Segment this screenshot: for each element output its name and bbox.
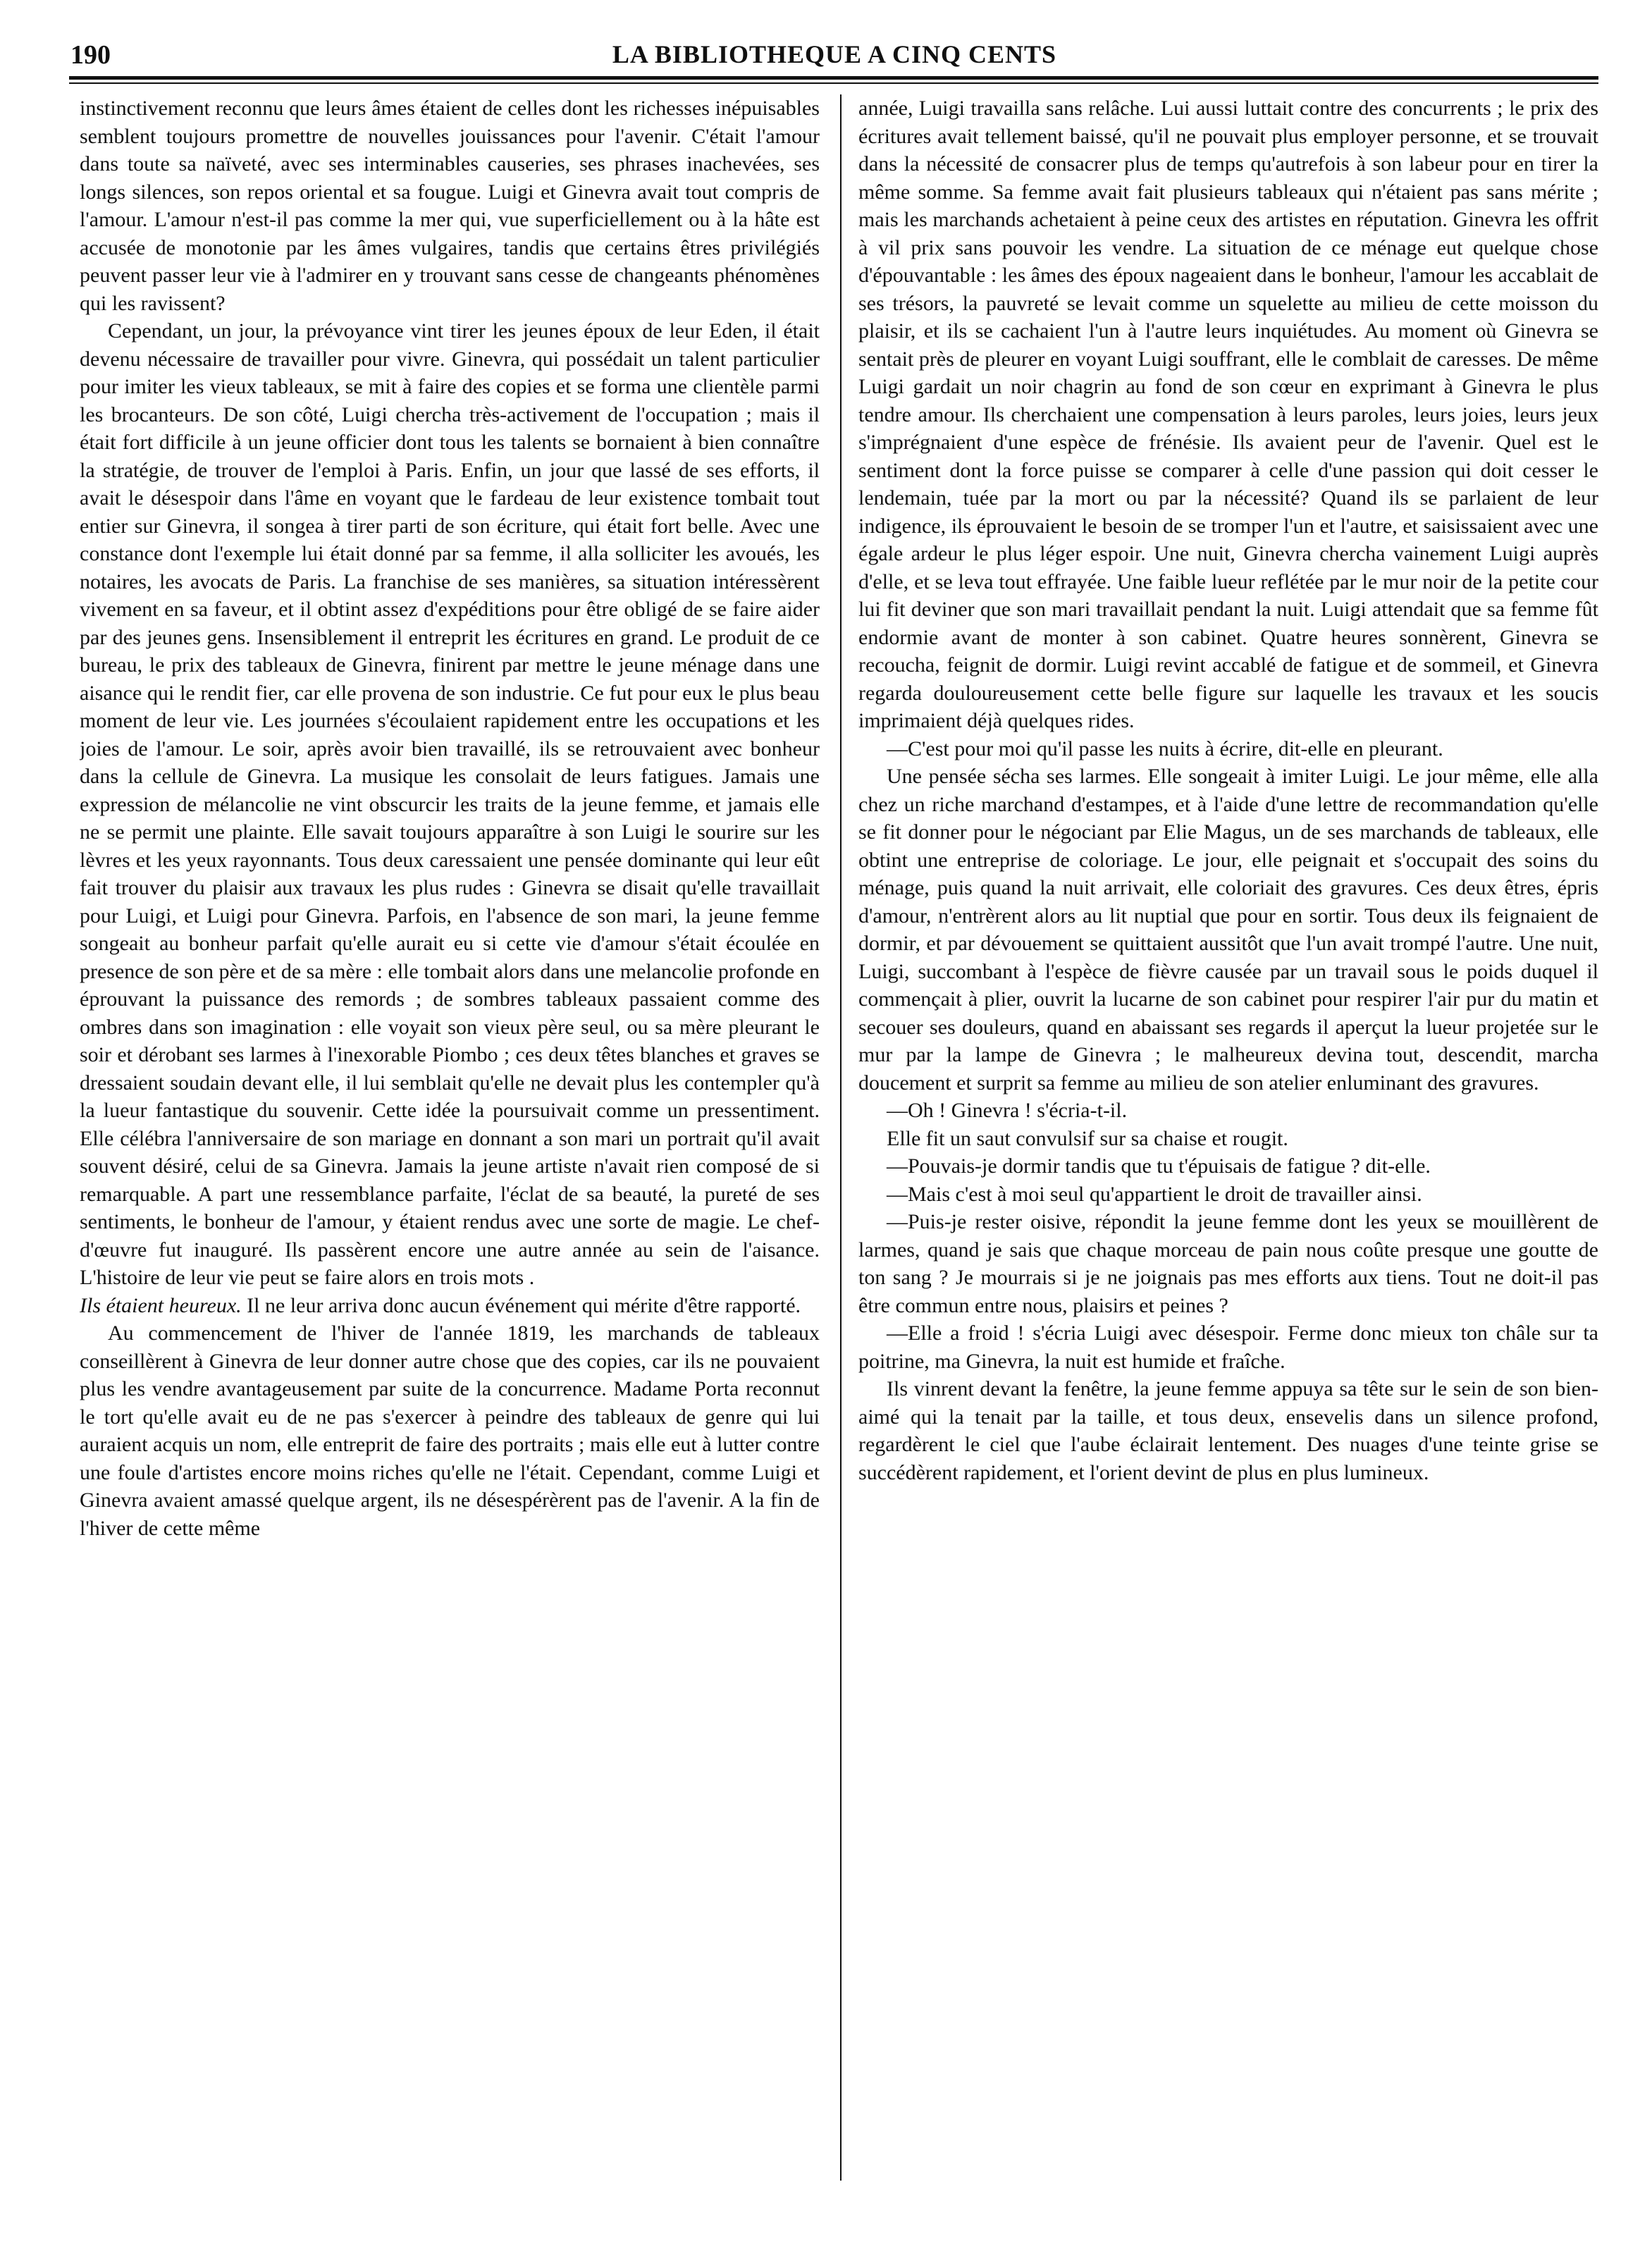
- running-title: LA BIBLIOTHEQUE A CINQ CENTS: [612, 40, 1057, 68]
- paragraph: instinctivement reconnu que leurs âmes étaient de celles dont les richesses inépuisables semblent toujours promettre de nouvelles jouissances pour l'avenir. C'était l'amour dans toute sa naïveté, avec ses interminables causeries, ses phrases inachevées, ses longs silences, son repos oriental et sa fougue. Luigi et Ginevra avait tout compris de l'amour. L'amour n'est-il pas comme la mer qui, vue superficiellement ou à la hâte est accusée de monotonie par les âmes vulgaires, tandis que certains êtres privilégiés peuvent passer leur vie à l'admirer en y trouvant sans cesse de changeants phénomènes qui les ravissent?: [80, 97, 820, 315]
- paragraph: —C'est pour moi qu'il passe les nuits à écrire, dit-elle en pleurant.: [887, 736, 1443, 760]
- paragraph-continuation: Il ne leur arriva donc aucun événement qui mérite d'être rapporté.: [247, 1293, 801, 1317]
- paragraph: —Puis-je rester oisive, répondit la jeune femme dont les yeux se mouillèrent de larmes, quand je sais que chaque morceau de pain nous coûte presque une goutte de ton sang ? Je mourrais si je ne joignais pas mes efforts aux tiens. Tout ne doit-il pas être commun entre nous, plaisirs et peines ?: [858, 1210, 1598, 1317]
- column-rule: [840, 94, 842, 2181]
- italic-phrase: Ils étaient heureux.: [80, 1293, 242, 1317]
- page-number: 190: [70, 40, 111, 70]
- page-header: [70, 37, 1598, 72]
- paragraph: —Mais c'est à moi seul qu'appartient le droit de travailler ainsi.: [887, 1182, 1422, 1206]
- paragraph: —Pouvais-je dormir tandis que tu t'épuisais de fatigue ? dit-elle.: [887, 1154, 1431, 1178]
- paragraph: Elle fit un saut convulsif sur sa chaise et rougit.: [887, 1126, 1288, 1150]
- paragraph: Cependant, un jour, la prévoyance vint tirer les jeunes époux de leur Eden, il était devenu nécessaire de travailler pour vivre. Ginevra, qui possédait un talent particulier pour imiter les vieux tableaux, se mit à faire des copies et se forma une clientèle parmi les brocanteurs. De son côté, Luigi chercha très-activement de l'occupation ; mais il était fort difficile à un jeune officier dont tous les talents se bornaient à bien connaître la stratégie, de trouver de l'emploi à Paris. Enfin, un jour que lassé de ses efforts, il avait le désespoir dans l'âme en voyant que le fardeau de leur existence tombait tout entier sur Ginevra, il songea à tirer parti de son écriture, qui était fort belle. Avec une constance dont l'exemple lui était donné par sa femme, il alla solliciter les avoués, les notaires, les avocats de Paris. La franchise de ses manières, sa situation intéressèrent vivement en sa faveur, et il obtint assez d'expéditions pour être obligé de se faire aider par des jeunes gens. Insensiblement il entreprit les écritures en grand. Le produit de ce bureau, le prix des tableaux de Ginevra, finirent par mettre le jeune ménage dans une aisance qui le rendit fier, car elle provena de son industrie. Ce fut pour eux le plus beau moment de leur vie. Les journées s'écoulaient rapidement entre les occupations et les joies de l'amour. Le soir, après avoir bien travaillé, ils se retrouvaient avec bonheur dans la cellule de Ginevra. La musique les consolait de leurs fatigues. Jamais une expression de mélancolie ne vint obscurcir les traits de la jeune femme, et jamais elle ne se permit une plainte. Elle savait toujours apparaître à son Luigi le sourire sur les lèvres et les yeux rayonnants. Tous deux caressaient une pensée dominante qui leur eût fait trouver du plaisir aux travaux les plus rudes : Ginevra se disait qu'elle travaillait pour Luigi, et Luigi pour Ginevra. Parfois, en l'absence de son mari, la jeune femme songeait au bonheur parfait qu'elle aurait eu si cette vie d'amour s'était écoulée en presence de son père et de sa mère : elle tombait alors dans une melancolie profonde en éprouvant la puissance des remords ; de sombres tableaux passaient comme des ombres dans son imagination : elle voyait son vieux père seul, ou sa mère pleurant le soir et dérobant ses larmes à l'inexorable Piombo ; ces deux têtes blanches et graves se dressaient soudain devant elle, il lui semblait qu'elle ne devait plus les contempler qu'à la lueur fantastique du souvenir. Cette idée la poursuivait comme un pressentiment. Elle célébra l'anniversaire de son mariage en donnant a son mari un portrait qu'il avait souvent désiré, celui de sa Ginevra. Jamais la jeune artiste n'avait rien composé de si remarquable. A part une ressemblance parfaite, l'éclat de sa beauté, la pureté de ses sentiments, le bonheur de l'amour, y étaient rendus avec une sorte de magie. Le chef-d'œuvre fut inauguré. Ils passèrent encore une autre année au sein de l'aisance. L'histoire de leur vie peut se faire alors en trois mots .: [80, 319, 820, 1289]
- paragraph: Ils vinrent devant la fenêtre, la jeune femme appuya sa tête sur le sein de son bien-aimé qui la tenait par la taille, et tous deux, ensevelis dans un silence profond, regardèrent le ciel que l'aube éclairait lentement. Des nuages d'une teinte grise se succédèrent rapidement, et l'orient devint de plus en plus lumineux.: [858, 1377, 1598, 1484]
- left-column: [80, 94, 820, 2195]
- header-rule: [69, 76, 1598, 80]
- paragraph: année, Luigi travailla sans relâche. Lui aussi luttait contre des concurrents ; le prix des écritures avait tellement baissé, qu'il ne pouvait plus employer personne, et se trouvait dans la nécessité de consacrer plus de temps qu'autrefois à son labeur pour en tirer la même somme. Sa femme avait fait plusieurs tableaux qui n'étaient pas sans mérite ; mais les marchands achetaient à peine ceux des artistes en réputation. Ginevra les offrit à vil prix sans pouvoir les vendre. La situation de ce ménage eut quelque chose d'épouvantable : les âmes des époux nageaient dans le bonheur, l'amour les accablait de ses trésors, la pauvreté se levait comme un squelette au milieu de cette moisson du plaisir, et ils se cachaient l'un à l'autre leurs inquiétudes. Au moment où Ginevra se sentait près de pleurer en voyant Luigi souffrant, elle le comblait de caresses. De même Luigi gardait un noir chagrin au fond de son cœur en exprimant à Ginevra le plus tendre amour. Ils cherchaient une compensation à leurs paroles, leurs joies, leurs jeux s'imprégnaient d'une espèce de frénésie. Ils avaient peur de l'avenir. Quel est le sentiment dont la force puisse se comparer à celle d'une passion qui doit cesser le lendemain, tuée par la mort ou par la nécessité? Quand ils se parlaient de leur indigence, ils éprouvaient le besoin de se tromper l'un et l'autre, et saisissaient avec une égale ardeur le plus léger espoir. Une nuit, Ginevra chercha vainement Luigi auprès d'elle, et se leva tout effrayée. Une faible lueur reflétée par le mur noir de la petite cour lui fit deviner que son mari travaillait pendant la nuit. Luigi attendait que sa femme fût endormie avant de monter à son cabinet. Quatre heures sonnèrent, Ginevra se recoucha, feignit de dormir. Luigi revint accablé de fatigue et de sommeil, et Ginevra regarda douloureusement cette belle figure sur laquelle les travaux et les soucis imprimaient déjà quelques rides.: [858, 97, 1598, 732]
- header-rule-thin: [69, 82, 1598, 84]
- paragraph: Une pensée sécha ses larmes. Elle songeait à imiter Luigi. Le jour même, elle alla chez un riche marchand d'estampes, et à l'aide d'une lettre de recommandation qu'elle se fit donner pour le négociant par Elie Magus, un de ses marchands de tableaux, elle obtint une entreprise de coloriage. Le jour, elle peignait et s'occupait des soins du ménage, puis quand la nuit arrivait, elle coloriait des gravures. Ces deux êtres, épris d'amour, n'entrèrent alors au lit nuptial que pour en sortir. Tous deux ils feignaient de dormir, et par dévouement se quittaient aussitôt que l'un avait trompé l'autre. Une nuit, Luigi, succombant à l'espèce de fièvre causée par un travail sous le poids duquel il commençait à plier, ouvrit la lucarne de son cabinet pour respirer l'air pur du matin et secouer ses douleurs, quand en abaissant ses regards il aperçut la lueur projetée sur le mur par la lampe de Ginevra ; le malheureux devina tout, descendit, marcha doucement et surprit sa femme au milieu de son atelier enluminant des gravures.: [858, 765, 1598, 1095]
- paragraph: —Elle a froid ! s'écria Luigi avec désespoir. Ferme donc mieux ton châle sur ta poitrine, ma Ginevra, la nuit est humide et fraîche.: [858, 1321, 1598, 1373]
- text-columns: [80, 94, 1598, 2195]
- paragraph: Au commencement de l'hiver de l'année 1819, les marchands de tableaux conseillèrent à Ginevra de leur donner autre chose que des copies, car ils ne pouvaient plus les vendre avantageusement par suite de la concurrence. Madame Porta reconnut le tort qu'elle avait eu de ne pas s'exercer à peindre des tableaux de genre qui lui auraient acquis un nom, elle entreprit de faire des portraits ; mais elle eut à lutter contre une foule d'artistes encore moins riches qu'elle ne l'était. Cependant, comme Luigi et Ginevra avaient amassé quelque argent, ils ne désespérèrent pas de l'avenir. A la fin de l'hiver de cette même: [80, 1321, 820, 1540]
- right-column: [858, 94, 1598, 2195]
- paragraph: [80, 1292, 820, 1320]
- paragraph: —Oh ! Ginevra ! s'écria-t-il.: [887, 1099, 1128, 1122]
